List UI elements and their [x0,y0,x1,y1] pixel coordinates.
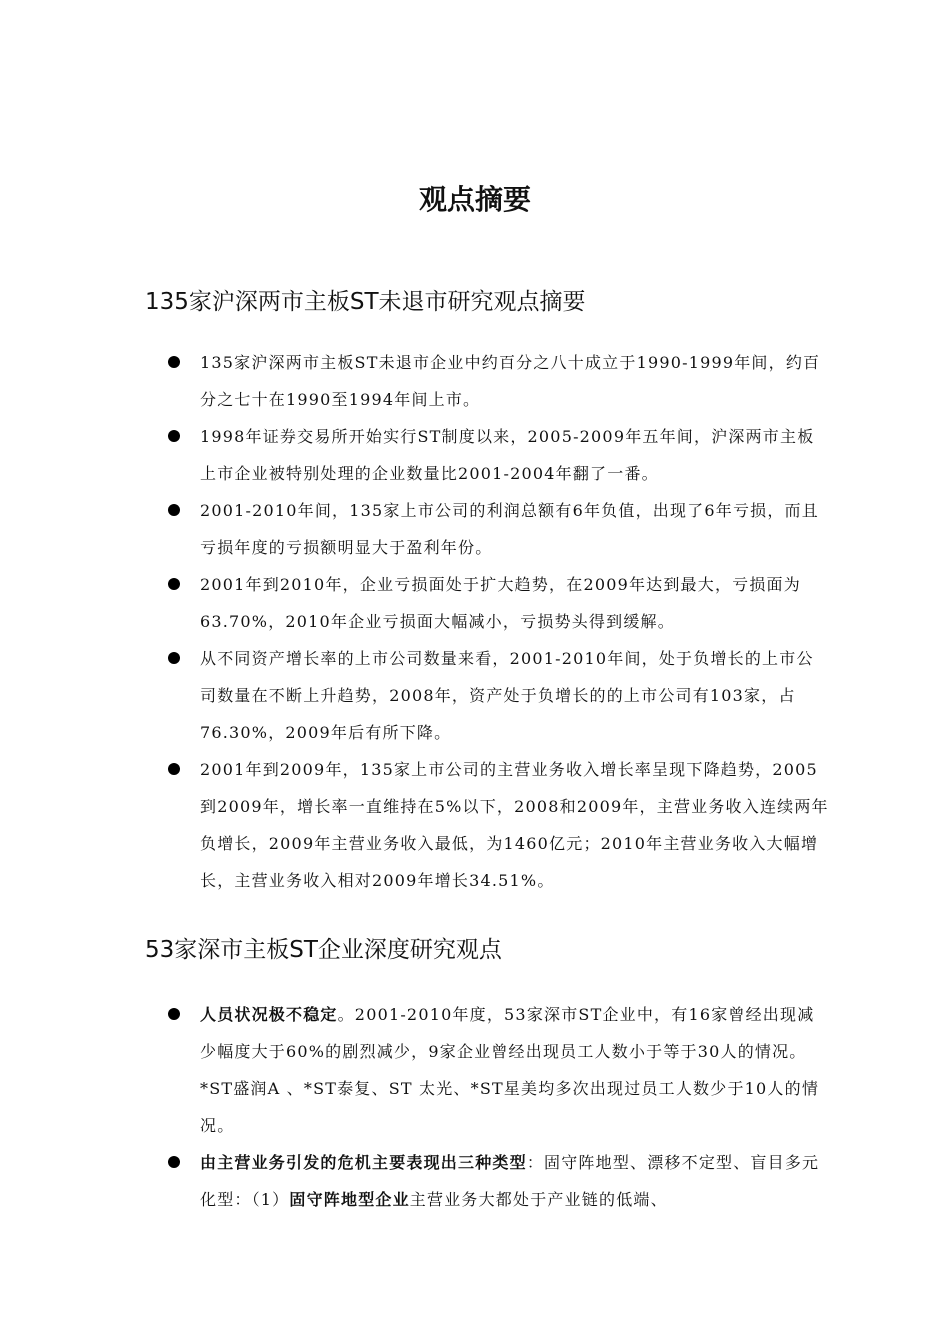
bullet-lead-text: 人员状况极不稳定 [200,1005,338,1024]
bullet-text-continued: 主营业务大都处于产业链的低端、 [409,1190,668,1209]
bullet-lead-text: 由主营业务引发的危机主要表现出三种类型 [200,1153,527,1172]
bullet-dot-icon [168,430,180,442]
bullet-dot-icon [168,356,180,368]
bullet-dot-icon [168,1156,180,1168]
section-heading-53-st: 53家深市主板ST企业深度研究观点 [145,937,502,963]
list-item [160,566,830,640]
page-title: 观点摘要 [418,183,531,216]
list-item [160,492,830,566]
bullet-text: 2001年到2009年，135家上市公司的主营业务收入增长率呈现下降趋势，2005到2009年，增长率一直维持在5%以下，2008和2009年，主营业务收入连续两年负增长，2009年主营业务收入最低，为1460亿元；2010年主营业务收入大幅增长，主营业务收入相对2009年增长34.51%。 [200,760,829,890]
list-item [160,418,830,492]
bullet-dot-icon [168,504,180,516]
section-heading-135-st: 135家沪深两市主板ST未退市研究观点摘要 [145,289,586,315]
bullet-inline-bold-text: 固守阵地型企业 [289,1190,410,1209]
list-item [160,1144,830,1218]
bullet-text: 135家沪深两市主板ST未退市企业中约百分之八十成立于1990-1999年间，约百分之七十在1990至1994年间上市。 [200,353,821,409]
list-item [160,996,830,1144]
bullet-text: 2001年到2010年，企业亏损面处于扩大趋势，在2009年达到最大，亏损面为63.70%，2010年企业亏损面大幅减小，亏损势头得到缓解。 [200,575,801,631]
bullet-text: 从不同资产增长率的上市公司数量来看，2001-2010年间，处于负增长的上市公司数量在不断上升趋势，2008年，资产处于负增长的的上市公司有103家，占76.30%，2009年后有所下降。 [200,649,814,742]
bullet-dot-icon [168,578,180,590]
bullet-list-53-st [160,996,830,1218]
list-item [160,344,830,418]
bullet-dot-icon [168,1008,180,1020]
bullet-list-135-st [160,344,830,899]
list-item [160,751,830,899]
bullet-dot-icon [168,652,180,664]
bullet-dot-icon [168,763,180,775]
list-item [160,640,830,751]
bullet-text: ：固守阵地型、漂移不定型、盲目多元化型：（1） [200,1153,820,1209]
bullet-text: 2001-2010年间，135家上市公司的利润总额有6年负值，出现了6年亏损，而且亏损年度的亏损额明显大于盈利年份。 [200,501,819,557]
bullet-text: 。2001-2010年度，53家深市ST企业中，有16家曾经出现减少幅度大于60%的剧烈减少，9家企业曾经出现员工人数小于等于30人的情况。*ST盛润A 、*ST泰复、ST 太光、*ST星美均多次出现过员工人数少于10人的情况。 [200,1005,820,1135]
bullet-text: 1998年证券交易所开始实行ST制度以来，2005-2009年五年间，沪深两市主板上市企业被特别处理的企业数量比2001-2004年翻了一番。 [200,427,815,483]
